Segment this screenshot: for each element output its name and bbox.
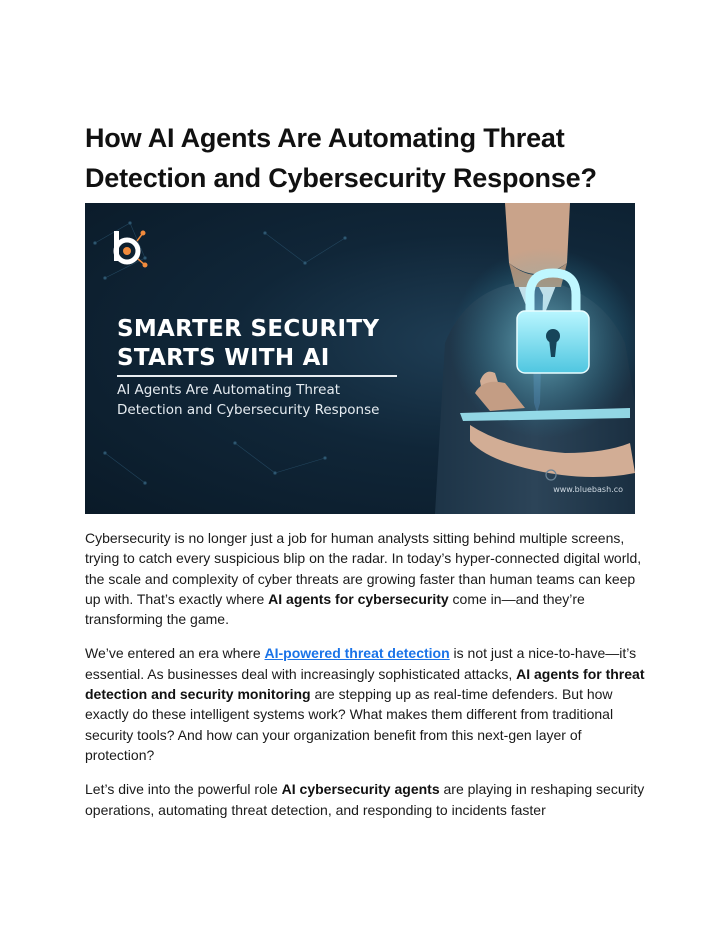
paragraph-dive-text-end: are playing in reshaping security operations, automating threat detection, and responding to incidents faster (85, 781, 645, 818)
bluebash-logo-icon (114, 231, 148, 268)
ai-threat-detection-link[interactable]: AI-powered threat detection (264, 645, 450, 662)
page-title-line-1: How AI Agents Are Automating Threat (85, 123, 565, 154)
paragraph-intro-text-end: come in—and they’re transforming the game. (85, 590, 585, 628)
banner-website: www.bluebash.co (553, 485, 623, 494)
banner-divider (117, 375, 397, 377)
banner-subtitle (117, 380, 437, 420)
paragraph-era (85, 643, 645, 765)
paragraph-dive (85, 779, 645, 820)
paragraph-intro-text: Cybersecurity is no longer just a job for human analysts sitting behind multiple screens, trying to catch every suspicious blip on the radar. In today’s hyper-connected digital world, the scale and complexity of cyber threats are growing faster than human teams can keep up with. That’s exactly where (85, 530, 642, 607)
paragraph-era-text: We’ve entered an era where (85, 645, 265, 662)
hero-banner-image (85, 203, 635, 514)
banner-headline-line-2: STARTS WITH AI (117, 345, 330, 371)
paragraph-era-text-end: are stepping up as real-time defenders. But how exactly do these intelligent systems work? What makes them different from traditional security tools? And how can your organization benefit from this next-gen layer of protection? (85, 686, 614, 763)
banner-subtitle-line-1: AI Agents Are Automating Threat (117, 382, 341, 398)
paragraph-era-text-mid: is not just a nice-to-have—it’s essential. As businesses deal with increasingly sophisticated attacks, (85, 645, 637, 682)
banner-headline (117, 315, 447, 373)
banner-headline-line-1: SMARTER SECURITY (117, 316, 380, 342)
paragraph-intro (85, 528, 645, 629)
bold-threat-detection-monitoring: AI agents for threat detection and security monitoring (85, 665, 645, 703)
paragraph-dive-text: Let’s dive into the powerful role (85, 781, 282, 798)
bold-ai-cybersecurity-agents: AI cybersecurity agents (281, 781, 440, 798)
banner-subtitle-line-2: Detection and Cybersecurity Response (117, 402, 380, 418)
page-title-line-2: Detection and Cybersecurity Response? (85, 163, 597, 194)
bold-ai-agents-cybersecurity: AI agents for cybersecurity (268, 590, 449, 607)
page-title (85, 118, 645, 198)
article-body (85, 528, 645, 834)
